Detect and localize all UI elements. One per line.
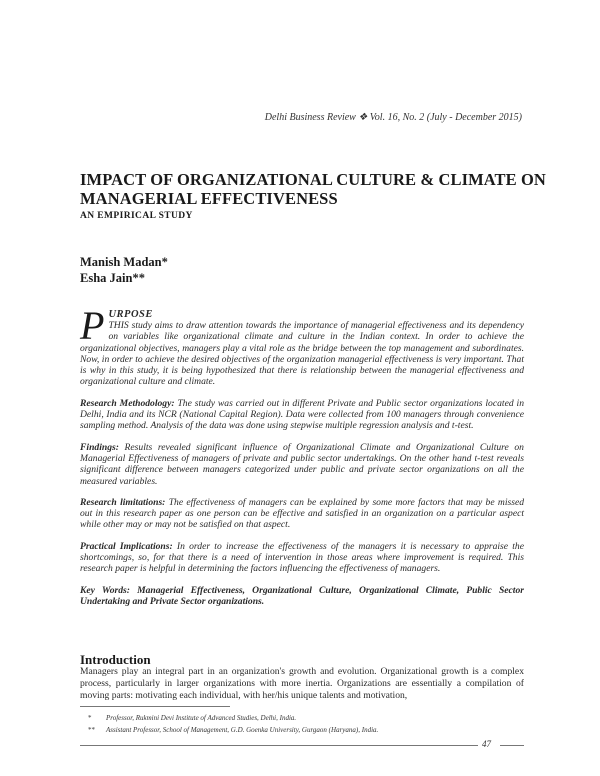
footnote-text: Assistant Professor, School of Management, G.D. Goenka University, Gurgaon (Haryana), India. [106,726,379,734]
footnote-divider [80,706,230,707]
findings-text: Results revealed significant influence of Organizational Climate and Organizational Culture on Managerial Effectiveness of managers of private and public sector undertakings. On the other hand t-test reveals significant difference between managers categorized under public and private sector organizations on all the measured variables. [80,441,524,487]
footnote-text: Professor, Rukmini Devi Institute of Advanced Studies, Delhi, India. [106,714,297,722]
footer-rule-left [80,745,478,746]
limitations-heading: Research limitations: [80,496,166,508]
abstract [80,303,524,607]
purpose-text: THIS study aims to draw attention towards the importance of managerial effectiveness and its dependency on variables like organizational climate and culture in the Indian context. In order to achieve the organizational objectives, managers play a vital role as the bridge between the top management and subordinates. Now, in order to achieve the desired objectives of the organization managerial effectiveness is very important. That is why in this study, it is being hypothesized that there is relationship between the managerial effectiveness and organizational culture and climate. [80,320,524,388]
implications-section [80,541,524,575]
footnote-mark: ** [88,726,95,734]
page-number: 47 [482,739,491,749]
implications-heading: Practical Implications: [80,540,173,552]
footnote-mark: * [88,714,92,722]
footnote-1 [88,712,528,724]
footnote-2 [88,724,528,736]
limitations-section [80,497,524,531]
implications-text: In order to increase the effectiveness of the managers it is necessary to appraise the shortcomings, so, for that there is a need of intervention in those areas where improvement is required. This research paper is helpful in determining the factors influencing the effectiveness of managers. [80,540,524,575]
keywords-text: Managerial Effectiveness, Organizational Culture, Organizational Climate, Public Sector Undertaking and Private Sector organizations. [80,584,524,607]
article-title: IMPACT OF ORGANIZATIONAL CULTURE & CLIMATE ON MANAGERIAL EFFECTIVENESS [80,170,546,208]
dropcap-letter: P [80,303,105,348]
findings-section [80,442,524,487]
methodology-heading: Research Methodology: [80,397,175,409]
journal-header: Delhi Business Review ❖ Vol. 16, No. 2 (July - December 2015) [264,112,522,123]
methodology-section [80,398,524,432]
author-2: Esha Jain** [80,271,145,285]
introduction-text: Managers play an integral part in an organization's growth and evolution. Organizational growth is a complex process, particularly in larger organizations with more inertia. Organizations are essentially a compilation of moving parts: motivating each individual, with her/his unique talents and motivation, [80,666,524,701]
author-1: Manish Madan* [80,255,168,269]
article-subtitle: AN EMPIRICAL STUDY [80,211,193,221]
footer-rule-right [500,745,524,746]
methodology-text: The study was carried out in different Private and Public sector organizations located in Delhi, India and its NCR (National Capital Region). Data were collected from 100 managers through convenience sampling method. Analysis of the data was done using stepwise multiple regression analysis and t-test. [80,397,524,432]
findings-heading: Findings: [80,441,119,453]
keywords-section [80,585,524,608]
author-list [80,254,168,286]
purpose-section [80,303,524,388]
purpose-heading: URPOSE [108,309,153,320]
introduction-heading: Introduction [80,652,151,667]
limitations-text: The effectiveness of managers can be explained by some more factors that may be missed out in this research paper as one person can be effective and satisfied in an organization on a particular aspect while other may or may not be satisfied on that aspect. [80,496,525,531]
footnotes [88,712,528,736]
keywords-heading: Key Words: [80,584,130,596]
